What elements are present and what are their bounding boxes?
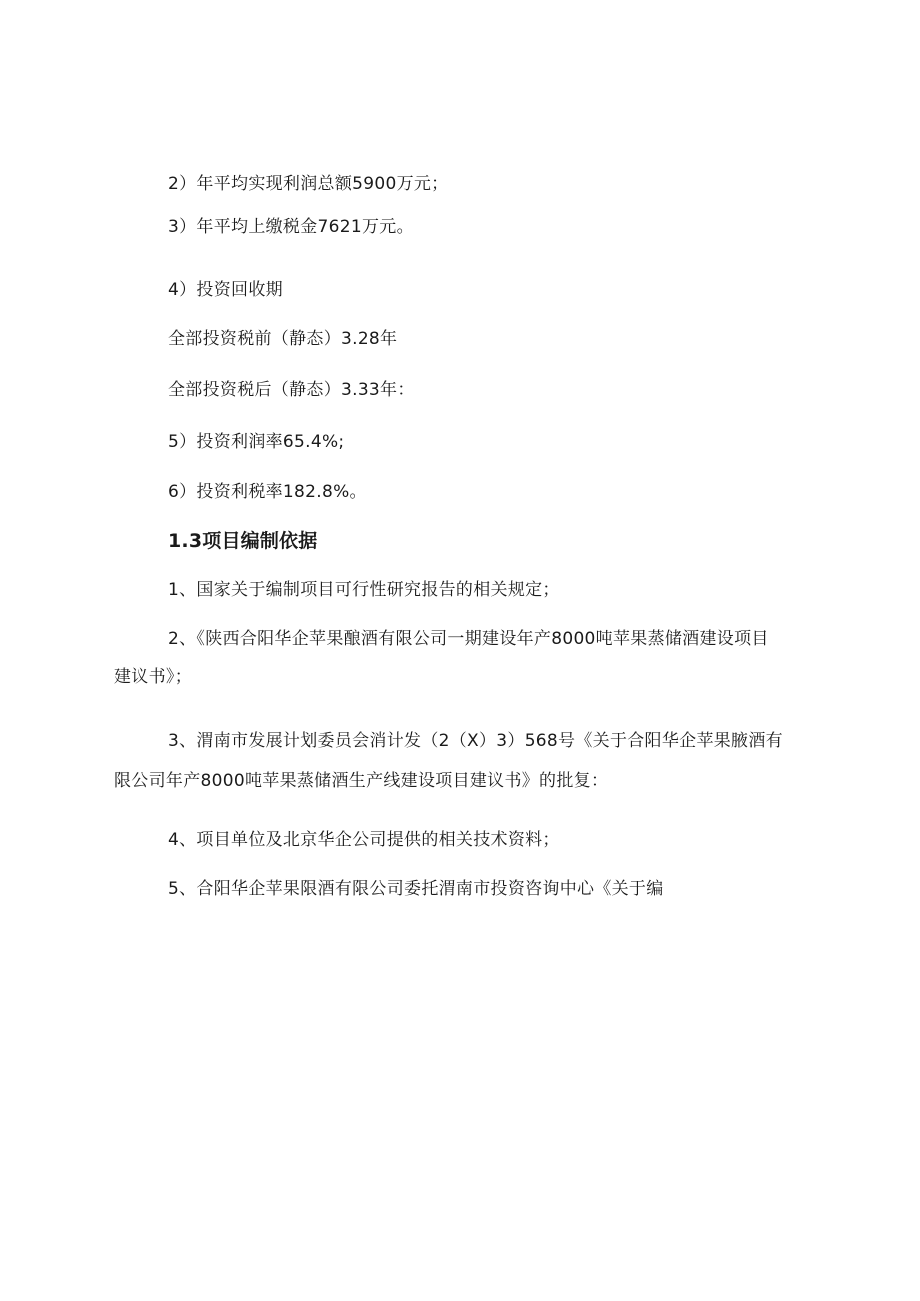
basis-item-3-line-1: 3、渭南市发展计划委员会消计发（2（X）3）568号《关于合阳华企苹果腋酒有 (168, 731, 783, 751)
investment-profit-tax-rate-line: 6）投资利税率182.8%。 (168, 482, 367, 502)
basis-item-1: 1、国家关于编制项目可行性研究报告的相关规定； (168, 580, 560, 600)
annual-profit-line: 2）年平均实现利润总额5900万元； (168, 174, 449, 194)
basis-item-2-line-1: 2、《陕西合阳华企苹果酿酒有限公司一期建设年产8000吨苹果蒸储酒建设项目 (168, 629, 769, 649)
basis-item-3-line-2: 限公司年产8000吨苹果蒸储酒生产线建设项目建议书》的批复： (114, 771, 609, 791)
investment-profit-rate-line: 5）投资利润率65.4%; (168, 432, 345, 452)
basis-item-2-line-2: 建议书》； (114, 667, 192, 687)
basis-item-5: 5、合阳华企苹果限酒有限公司委托渭南市投资咨询中心《关于编 (168, 879, 664, 899)
basis-item-4: 4、项目单位及北京华企公司提供的相关技术资料； (168, 830, 560, 850)
annual-tax-line: 3）年平均上缴税金7621万元。 (168, 217, 414, 237)
section-heading: 1.3项目编制依据 (168, 530, 318, 552)
payback-period-title: 4）投资回收期 (168, 280, 283, 300)
payback-post-tax-line: 全部投资税后（静态）3.33年： (168, 380, 415, 400)
payback-pre-tax-line: 全部投资税前（静态）3.28年 (168, 329, 398, 349)
